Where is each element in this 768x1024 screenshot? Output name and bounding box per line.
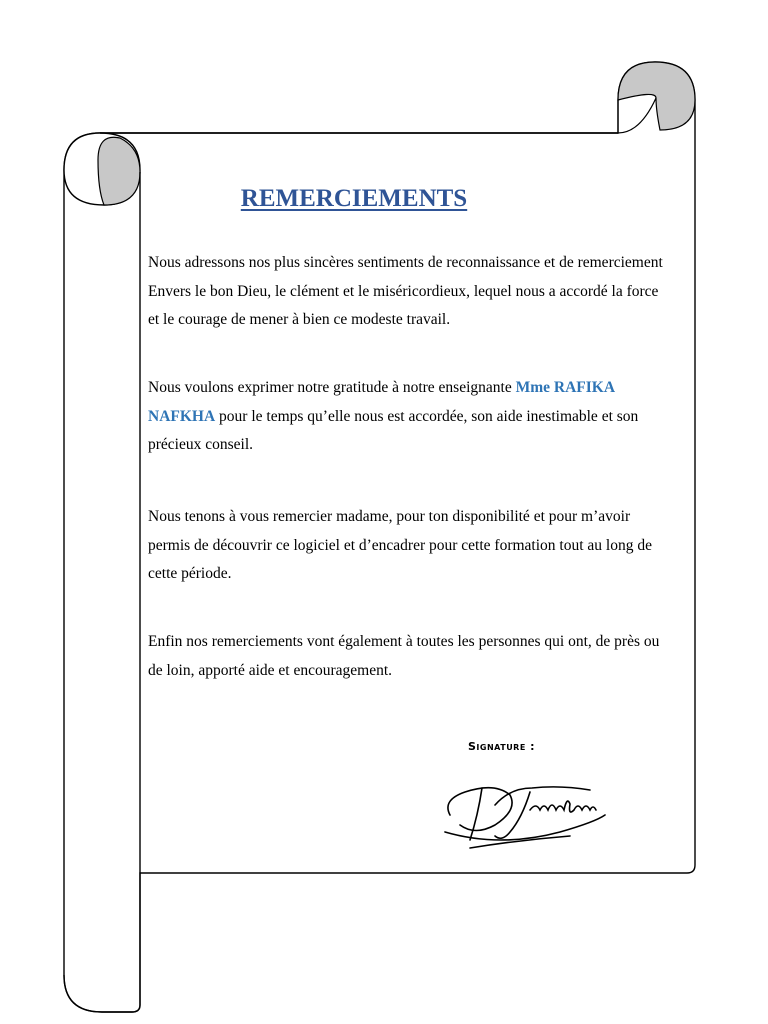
page-title: REMERCIEMENTS [240, 185, 468, 212]
paragraph-2-start: Nous voulons exprimer notre gratitude à notre enseignante [148, 379, 516, 396]
paragraph-2 [148, 374, 668, 460]
handwritten-signature [440, 770, 615, 855]
paragraph-1: Nous adressons nos plus sincères sentiments de reconnaissance et de remerciement Envers le bon Dieu, le clément et le miséricordieux, lequel nous a accordé la force et le courage de mener à bien ce modeste travail. [148, 254, 663, 328]
paragraph-3: Nous tenons à vous remercier madame, pour ton disponibilité et pour m’avoir permis de découvrir ce logiciel et d’encadrer pour cette formation tout au long de cette période. [148, 508, 652, 582]
teacher-name: Mme RAFIKA NAFKHA [148, 379, 615, 425]
paragraph-2-end: pour le temps qu’elle nous est accordée, son aide inestimable et son précieux conseil. [148, 407, 639, 453]
signature-label: Signature : [468, 740, 536, 753]
paragraph-4: Enfin nos remerciements vont également à toutes les personnes qui ont, de près ou de loin, apporté aide et encouragement. [148, 633, 660, 679]
